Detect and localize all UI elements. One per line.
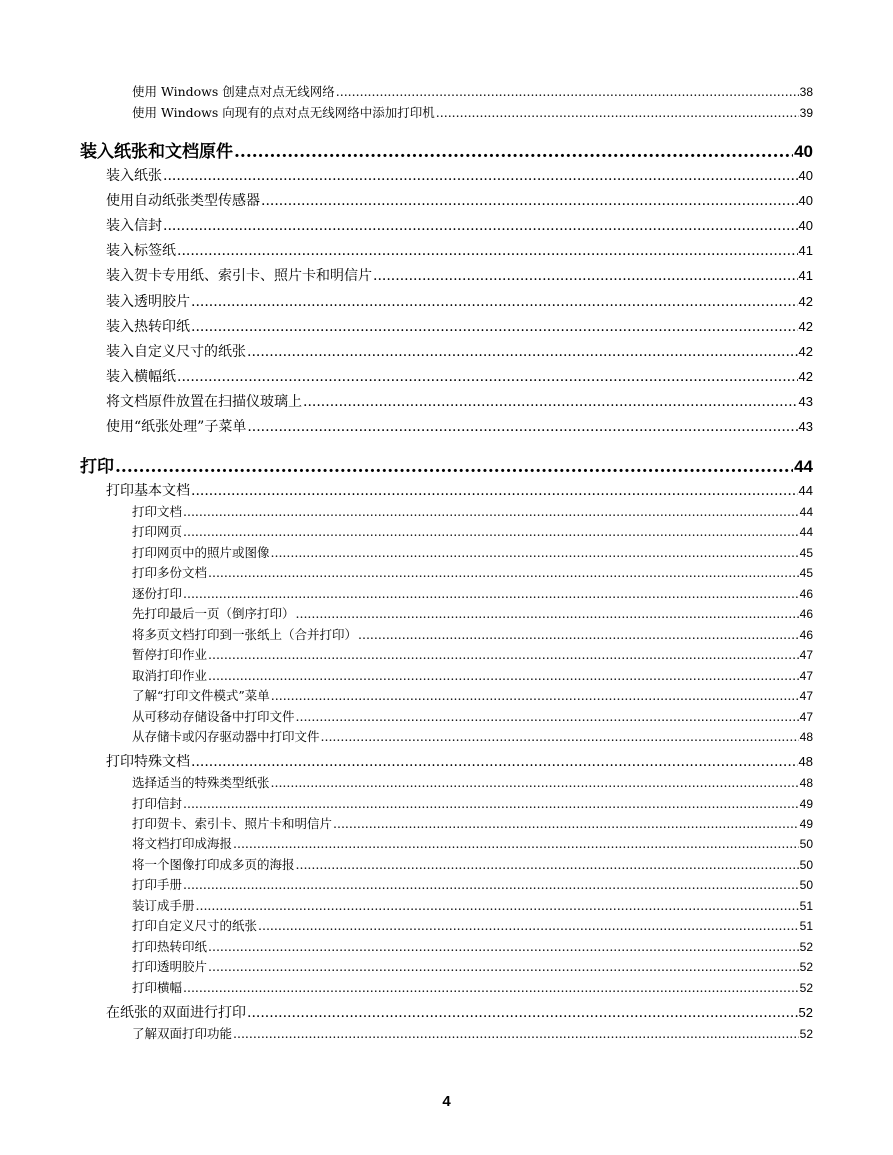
toc-section-entry[interactable] bbox=[106, 215, 813, 235]
toc-entry-page: 52 bbox=[798, 1005, 813, 1020]
toc-entry-title: 将文档打印成海报 bbox=[132, 836, 233, 851]
toc-dot-leader bbox=[358, 627, 799, 642]
toc-subsection-entry[interactable] bbox=[132, 794, 813, 812]
toc-dot-leader bbox=[271, 545, 799, 560]
toc-entry-title: 逐份打印 bbox=[132, 586, 183, 601]
toc-dot-leader bbox=[233, 1026, 799, 1041]
toc-subsection-entry[interactable] bbox=[132, 707, 813, 725]
toc-entry-page: 39 bbox=[799, 106, 813, 120]
toc-entry-title: 暂停打印作业 bbox=[132, 647, 208, 662]
toc-dot-leader bbox=[321, 729, 799, 744]
toc-entry-page: 42 bbox=[798, 369, 813, 384]
toc-subsection-entry[interactable] bbox=[132, 543, 813, 561]
toc-entry-title: 打印网页 bbox=[132, 524, 183, 539]
toc-dot-leader bbox=[261, 193, 798, 209]
toc-entry-title: 使用 Windows 创建点对点无线网络 bbox=[132, 84, 335, 99]
toc-entry-title: 装入自定义尺寸的纸张 bbox=[106, 344, 246, 360]
toc-entry-page: 42 bbox=[798, 344, 813, 359]
toc-dot-leader bbox=[177, 243, 798, 259]
toc-dot-leader bbox=[296, 857, 799, 872]
toc-section-entry[interactable] bbox=[106, 291, 813, 311]
toc-subsection-entry[interactable] bbox=[132, 1024, 813, 1042]
toc-entry-title: 打印横幅 bbox=[132, 980, 183, 995]
toc-entry-page: 52 bbox=[799, 1027, 813, 1041]
toc-entry-title: 装入贺卡专用纸、索引卡、照片卡和明信片 bbox=[106, 268, 372, 284]
toc-entry-page: 40 bbox=[798, 218, 813, 233]
toc-subsection-entry[interactable] bbox=[132, 563, 813, 581]
toc-subsection-entry[interactable] bbox=[132, 937, 813, 955]
toc-entry-title: 装入横幅纸 bbox=[106, 369, 176, 385]
toc-section-entry[interactable] bbox=[106, 1002, 813, 1022]
toc-entry-page: 52 bbox=[799, 960, 813, 974]
toc-entry-title: 装入标签纸 bbox=[106, 243, 176, 259]
toc-dot-leader bbox=[258, 918, 799, 933]
toc-entry-title: 使用自动纸张类型传感器 bbox=[106, 193, 260, 209]
toc-entry-title: 装订成手册 bbox=[132, 898, 195, 913]
toc-entry-page: 40 bbox=[798, 193, 813, 208]
toc-dot-leader bbox=[183, 586, 799, 601]
toc-dot-leader bbox=[177, 369, 798, 385]
toc-entry-page: 41 bbox=[798, 243, 813, 258]
toc-entry-title: 打印基本文档 bbox=[106, 483, 190, 499]
toc-section-entry[interactable] bbox=[106, 391, 813, 411]
toc-entry-title: 打印文档 bbox=[132, 504, 183, 519]
toc-subsection-entry[interactable] bbox=[132, 814, 813, 832]
toc-subsection-entry[interactable] bbox=[132, 584, 813, 602]
toc-entry-page: 51 bbox=[799, 899, 813, 913]
toc-entry-page: 46 bbox=[799, 587, 813, 601]
toc-entry-title: 从存储卡或闪存驱动器中打印文件 bbox=[132, 729, 320, 744]
toc-dot-leader bbox=[191, 483, 798, 499]
toc-entry-page: 48 bbox=[799, 730, 813, 744]
toc-subsection-entry[interactable] bbox=[132, 522, 813, 540]
toc-section-entry[interactable] bbox=[106, 416, 813, 436]
toc-entry-title: 将文档原件放置在扫描仪玻璃上 bbox=[106, 394, 302, 410]
toc-entry-page: 48 bbox=[799, 776, 813, 790]
toc-subsection-entry[interactable] bbox=[132, 896, 813, 914]
toc-entry-title: 打印网页中的照片或图像 bbox=[132, 545, 270, 560]
toc-dot-leader bbox=[183, 980, 799, 995]
toc-dot-leader bbox=[271, 688, 799, 703]
toc-entry-page: 46 bbox=[799, 607, 813, 621]
toc-dot-leader bbox=[373, 268, 798, 284]
toc-entry-page: 49 bbox=[799, 797, 813, 811]
toc-section-entry[interactable] bbox=[106, 341, 813, 361]
toc-dot-leader bbox=[183, 877, 799, 892]
toc-section-entry[interactable] bbox=[106, 190, 813, 210]
toc-entry-title: 打印透明胶片 bbox=[132, 959, 208, 974]
toc-dot-leader bbox=[247, 1005, 798, 1021]
toc-entry-title: 使用 Windows 向现有的点对点无线网络中添加打印机 bbox=[132, 105, 435, 120]
toc-entry-page: 40 bbox=[794, 142, 813, 161]
toc-entry-page: 47 bbox=[799, 648, 813, 662]
toc-subsection-entry[interactable] bbox=[132, 645, 813, 663]
toc-entry-page: 44 bbox=[794, 457, 813, 476]
toc-entry-title: 打印自定义尺寸的纸张 bbox=[132, 918, 258, 933]
toc-entry-page: 43 bbox=[798, 394, 813, 409]
toc-chapter-entry[interactable] bbox=[80, 137, 813, 162]
toc-entry-page: 42 bbox=[798, 294, 813, 309]
toc-subsection-entry[interactable] bbox=[132, 875, 813, 893]
toc-entry-page: 50 bbox=[799, 858, 813, 872]
toc-dot-leader bbox=[296, 606, 799, 621]
toc-entry-title: 选择适当的特殊类型纸张 bbox=[132, 775, 270, 790]
toc-entry-page: 43 bbox=[798, 419, 813, 434]
toc-entry-page: 44 bbox=[798, 483, 813, 498]
page-number: 4 bbox=[442, 1093, 451, 1110]
toc-entry-title: 打印热转印纸 bbox=[132, 939, 208, 954]
toc-section-entry[interactable] bbox=[106, 316, 813, 336]
toc-subsection-entry[interactable] bbox=[132, 604, 813, 622]
toc-entry-title: 打印手册 bbox=[132, 877, 183, 892]
toc-dot-leader bbox=[183, 504, 799, 519]
toc-subsection-entry[interactable] bbox=[132, 957, 813, 975]
toc-entry-page: 49 bbox=[799, 817, 813, 831]
toc-subsection-entry[interactable] bbox=[132, 727, 813, 745]
toc-dot-leader bbox=[191, 319, 798, 335]
toc-dot-leader bbox=[208, 565, 799, 580]
toc-dot-leader bbox=[296, 709, 799, 724]
toc-section-entry[interactable] bbox=[106, 240, 813, 260]
toc-dot-leader bbox=[333, 816, 799, 831]
toc-entry-page: 47 bbox=[799, 710, 813, 724]
toc-chapter-entry[interactable] bbox=[80, 452, 813, 477]
toc-section-entry[interactable] bbox=[106, 366, 813, 386]
toc-entry-page: 44 bbox=[799, 505, 813, 519]
toc-dot-leader bbox=[271, 775, 799, 790]
toc-dot-leader bbox=[208, 668, 799, 683]
toc-entry-title: 装入纸张 bbox=[106, 168, 162, 184]
toc-entry-title: 打印 bbox=[80, 457, 114, 477]
toc-entry-title: 将一个图像打印成多页的海报 bbox=[132, 857, 295, 872]
toc-entry-title: 取消打印作业 bbox=[132, 668, 208, 683]
toc-subsection-entry[interactable] bbox=[132, 82, 813, 100]
toc-entry-page: 42 bbox=[798, 319, 813, 334]
toc-dot-leader bbox=[303, 394, 798, 410]
toc-entry-title: 打印信封 bbox=[132, 796, 183, 811]
toc-entry-page: 45 bbox=[799, 566, 813, 580]
toc-dot-leader bbox=[191, 294, 798, 310]
toc-subsection-entry[interactable] bbox=[132, 103, 813, 121]
toc-subsection-entry[interactable] bbox=[132, 773, 813, 791]
toc-entry-title: 先打印最后一页（倒序打印） bbox=[132, 606, 295, 621]
toc-subsection-entry[interactable] bbox=[132, 666, 813, 684]
toc-section-entry[interactable] bbox=[106, 751, 813, 771]
toc-entry-title: 使用“纸张处理”子菜单 bbox=[106, 419, 247, 435]
toc-entry-page: 45 bbox=[799, 546, 813, 560]
toc-section-entry[interactable] bbox=[106, 480, 813, 500]
toc-entry-page: 38 bbox=[799, 85, 813, 99]
toc-entry-page: 52 bbox=[799, 940, 813, 954]
toc-entry-title: 装入透明胶片 bbox=[106, 294, 190, 310]
toc-entry-page: 47 bbox=[799, 669, 813, 683]
toc-dot-leader bbox=[191, 754, 798, 770]
toc-entry-title: 打印多份文档 bbox=[132, 565, 208, 580]
toc-entry-page: 41 bbox=[798, 268, 813, 283]
toc-dot-leader bbox=[233, 836, 799, 851]
toc-entry-title: 将多页文档打印到一张纸上（合并打印） bbox=[132, 627, 358, 642]
toc-entry-title: 在纸张的双面进行打印 bbox=[106, 1005, 246, 1021]
toc-entry-page: 51 bbox=[799, 919, 813, 933]
toc-entry-title: 了解“打印文件模式”菜单 bbox=[132, 688, 270, 703]
toc-entry-title: 装入热转印纸 bbox=[106, 319, 190, 335]
toc-dot-leader bbox=[208, 939, 799, 954]
toc-dot-leader bbox=[208, 647, 799, 662]
toc-subsection-entry[interactable] bbox=[132, 916, 813, 934]
toc-dot-leader bbox=[163, 218, 798, 234]
toc-entry-title: 打印贺卡、索引卡、照片卡和明信片 bbox=[132, 816, 333, 831]
toc-entry-page: 40 bbox=[798, 168, 813, 183]
toc-subsection-entry[interactable] bbox=[132, 855, 813, 873]
toc-dot-leader bbox=[247, 419, 797, 435]
toc-dot-leader bbox=[208, 959, 799, 974]
toc-dot-leader bbox=[247, 344, 798, 360]
toc-dot-leader bbox=[336, 84, 799, 99]
toc-dot-leader bbox=[196, 898, 799, 913]
toc-entry-title: 装入信封 bbox=[106, 218, 162, 234]
toc-entry-page: 50 bbox=[799, 878, 813, 892]
toc-section-entry[interactable] bbox=[106, 265, 813, 285]
toc-entry-page: 44 bbox=[799, 525, 813, 539]
toc-dot-leader bbox=[163, 168, 798, 184]
toc-entry-title: 了解双面打印功能 bbox=[132, 1026, 233, 1041]
toc-entry-title: 装入纸张和文档原件 bbox=[80, 142, 233, 162]
toc-dot-leader bbox=[115, 457, 793, 477]
toc-entry-page: 46 bbox=[799, 628, 813, 642]
toc-subsection-entry[interactable] bbox=[132, 502, 813, 520]
toc-subsection-entry[interactable] bbox=[132, 625, 813, 643]
toc-entry-page: 50 bbox=[799, 837, 813, 851]
toc-entry-page: 48 bbox=[798, 754, 813, 769]
toc-dot-leader bbox=[436, 105, 799, 120]
toc-section-entry[interactable] bbox=[106, 165, 813, 185]
toc-subsection-entry[interactable] bbox=[132, 834, 813, 852]
toc-dot-leader bbox=[234, 142, 793, 162]
toc-entry-title: 打印特殊文档 bbox=[106, 754, 190, 770]
toc-subsection-entry[interactable] bbox=[132, 686, 813, 704]
toc-entry-title: 从可移动存储设备中打印文件 bbox=[132, 709, 295, 724]
toc-subsection-entry[interactable] bbox=[132, 978, 813, 996]
toc-dot-leader bbox=[183, 796, 799, 811]
toc-entry-page: 47 bbox=[799, 689, 813, 703]
toc-entry-page: 52 bbox=[799, 981, 813, 995]
toc-dot-leader bbox=[183, 524, 799, 539]
